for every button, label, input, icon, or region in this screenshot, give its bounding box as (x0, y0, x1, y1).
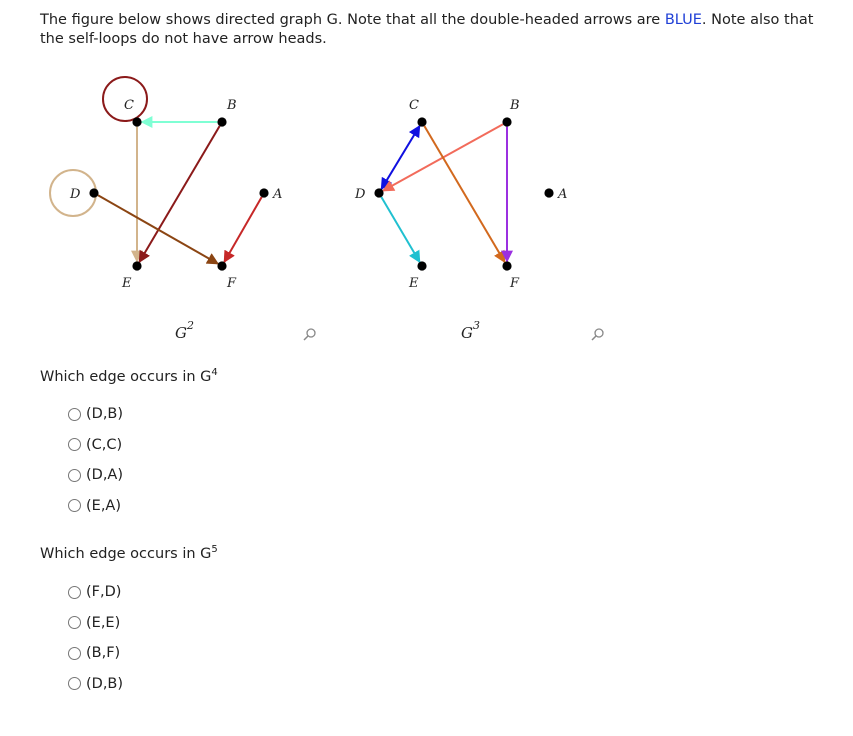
node-A (259, 188, 268, 197)
graph-label-power: 2 (187, 319, 194, 332)
zoom-icon-graph-g3[interactable] (589, 327, 605, 343)
option-q2-4[interactable] (68, 669, 123, 700)
question-2-text: Which edge occurs in G (40, 545, 212, 562)
node-E (417, 261, 426, 270)
node-label-D: D (355, 187, 366, 202)
graph-g2 (50, 77, 282, 342)
option-label: (D,B) (86, 406, 124, 423)
node-label-B: B (227, 98, 237, 113)
question-2-power: 5 (211, 544, 218, 555)
option-label: (F,D) (86, 584, 122, 601)
intro-text-before: The figure below shows directed graph G. Note that all the double-headed arrows are (40, 12, 665, 28)
question-2-options (68, 577, 123, 699)
node-label-E: E (409, 276, 419, 291)
option-q2-1[interactable] (68, 577, 123, 608)
edge-D-F (98, 195, 218, 263)
option-q2-2[interactable] (68, 608, 123, 639)
node-label-B: B (510, 98, 520, 113)
intro-highlight-blue: BLUE (664, 12, 702, 28)
node-D (89, 188, 98, 197)
node-B (217, 117, 226, 126)
option-label: (E,E) (86, 614, 121, 631)
option-label: (E,A) (86, 497, 122, 514)
radio-button[interactable] (68, 469, 81, 482)
radio-button[interactable] (68, 616, 81, 629)
node-label-A: A (273, 187, 283, 202)
option-q1-3[interactable] (68, 460, 123, 491)
radio-button[interactable] (68, 647, 81, 660)
question-1-options (68, 399, 123, 521)
magnifier-icon (589, 327, 605, 343)
node-label-F: F (510, 276, 520, 291)
graph-g3 (354, 98, 567, 342)
radio-button[interactable] (68, 438, 81, 451)
node-C (132, 117, 141, 126)
edge-D-E (381, 197, 419, 262)
node-B (502, 117, 511, 126)
question-1-power: 4 (211, 367, 218, 378)
radio-button[interactable] (68, 586, 81, 599)
radio-button[interactable] (68, 499, 81, 512)
node-label-E: E (122, 276, 132, 291)
node-label-C: C (124, 98, 134, 113)
graph-label-base: G (461, 324, 473, 342)
zoom-icon-graph-g2[interactable] (301, 327, 317, 343)
question-2 (40, 544, 218, 562)
edge-D-C (381, 126, 419, 189)
node-E (132, 261, 141, 270)
radio-button[interactable] (68, 677, 81, 690)
edge-A-F (224, 197, 261, 262)
option-label: (C,C) (86, 436, 123, 453)
question-1-text: Which edge occurs in G (40, 368, 212, 385)
magnifier-icon (301, 327, 317, 343)
radio-button[interactable] (68, 408, 81, 421)
graph-label-base: G (175, 324, 187, 342)
node-F (217, 261, 226, 270)
node-C (417, 117, 426, 126)
node-A (544, 188, 553, 197)
graph-label-power: 3 (473, 319, 480, 332)
intro-text-after: . Note also that the self-loops do not have arrow heads. (40, 12, 814, 47)
question-1 (40, 367, 218, 385)
node-D (374, 188, 383, 197)
option-q1-1[interactable] (68, 399, 123, 430)
option-label: (D,A) (86, 467, 124, 484)
option-label: (D,B) (86, 675, 124, 692)
option-q1-2[interactable] (68, 430, 123, 461)
option-label: (B,F) (86, 645, 121, 662)
node-label-A: A (558, 187, 568, 202)
node-label-F: F (227, 276, 237, 291)
node-label-D: D (70, 187, 81, 202)
node-label-C: C (409, 98, 419, 113)
option-q1-4[interactable] (68, 491, 123, 522)
option-q2-3[interactable] (68, 638, 123, 669)
node-F (502, 261, 511, 270)
